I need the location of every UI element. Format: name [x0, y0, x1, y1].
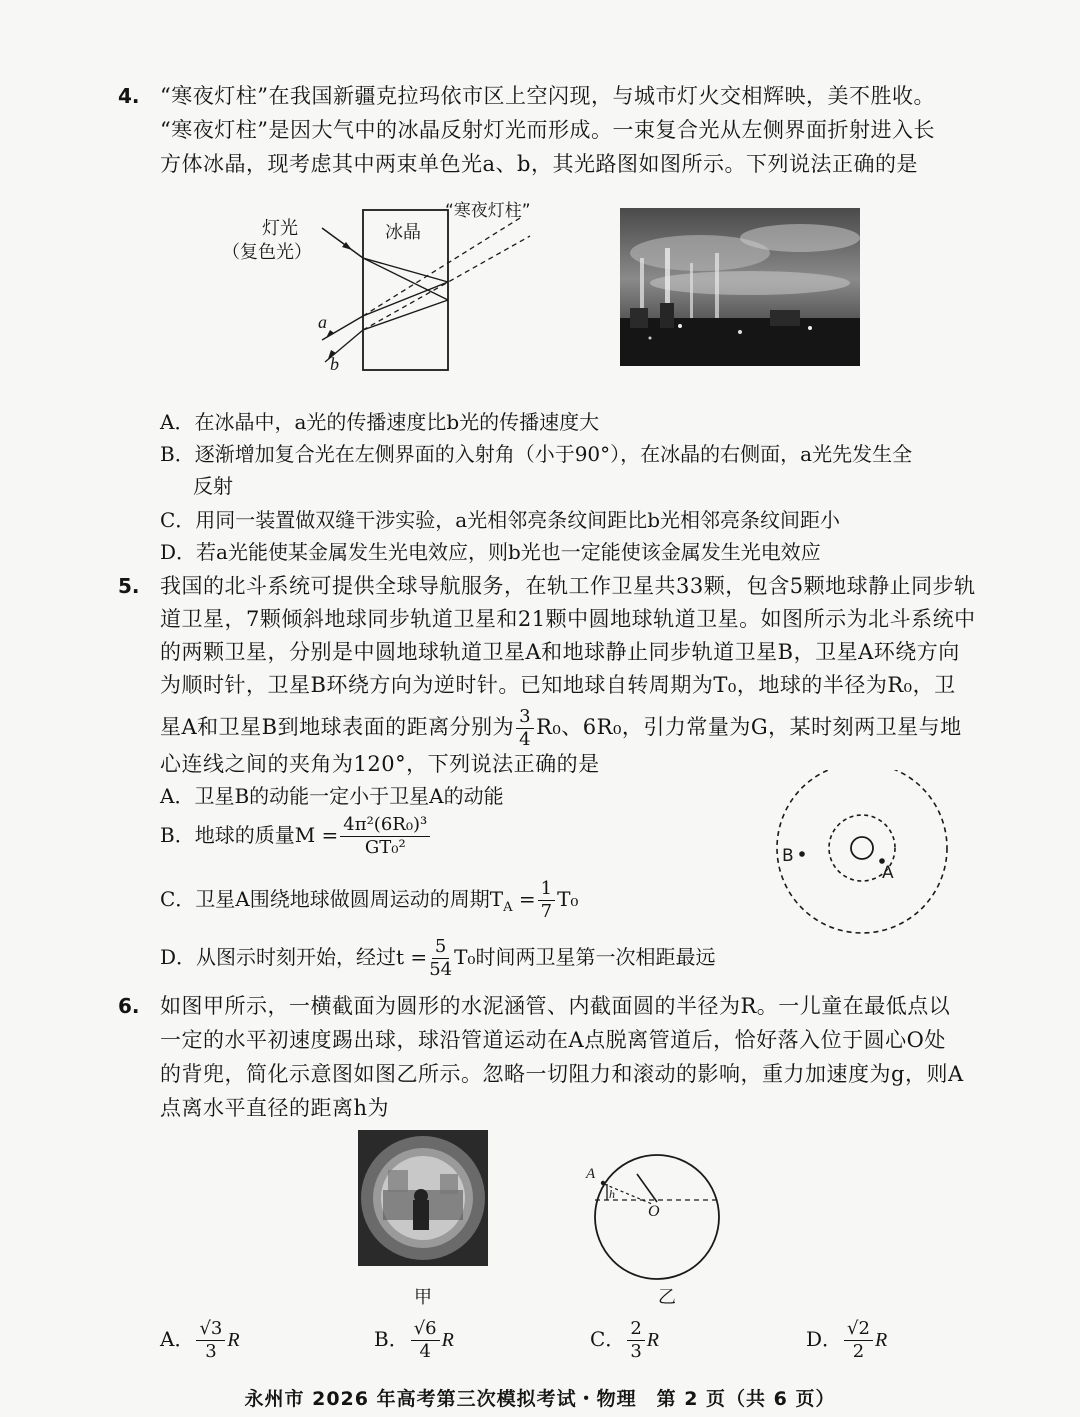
q4-option-c: C．用同一装置做双缝干涉实验，a光相邻亮条纹间距比b光相邻亮条纹间距小 — [160, 508, 841, 532]
q5-option-c-eq: = — [512, 887, 536, 911]
q6-option-b-num: √6 — [411, 1320, 440, 1341]
q6-option-c-letter: C． — [590, 1327, 626, 1351]
q4-line-1: “寒夜灯柱”在我国新疆克拉玛依市区上空闪现，与城市灯火交相辉映，美不胜收。 — [160, 84, 935, 108]
composite-light-label: （复色光） — [222, 242, 312, 263]
q6-option-c-var: R — [646, 1329, 659, 1351]
culvert-photo — [358, 1130, 488, 1266]
q5-line-5-post: R₀、6R₀，引力常量为G，某时刻两卫星与地 — [536, 715, 962, 739]
q5-option-c-num: 1 — [538, 880, 555, 901]
q5-option-d-den: 54 — [429, 959, 453, 980]
q6-line-1: 如图甲所示，一横截面为圆形的水泥涵管、内截面圆的半径为R。一儿童在最低点以 — [160, 994, 951, 1018]
q5-line-5-fraction — [516, 708, 534, 749]
q6-option-d-num: √2 — [844, 1320, 873, 1341]
culvert-cross-section-diagram — [580, 1150, 730, 1285]
cold-night-pillar-photo — [620, 208, 860, 366]
q5-option-c-sub: A — [503, 900, 513, 915]
q4-option-a: A．在冰晶中，a光的传播速度比b光的传播速度大 — [160, 410, 600, 434]
q4-option-b-cont: 反射 — [193, 474, 233, 498]
q6-line-4: 点离水平直径的距离h为 — [160, 1096, 390, 1120]
q4-number: 4. — [118, 84, 140, 108]
q5-option-c — [160, 880, 578, 922]
q5-option-c-den: 7 — [540, 901, 553, 922]
q6-option-b-letter: B． — [374, 1327, 409, 1351]
q5-line-3: 的两颗卫星，分别是中圆地球轨道卫星A和地球静止同步轨道卫星B，卫星A环绕方向 — [160, 640, 960, 664]
ray-b-label: b — [330, 354, 339, 374]
q6-line-2: 一定的水平初速度踢出球，球沿管道运动在A点脱离管道后，恰好落入位于圆心O处 — [160, 1028, 946, 1052]
q5-line-4: 为顺时针，卫星B环绕方向为逆时针。已知地球自转周期为T₀，地球的半径为R₀，卫 — [160, 673, 956, 697]
q5-option-d-num: 5 — [432, 938, 449, 959]
q6-option-a — [160, 1320, 240, 1361]
culvert-photo-image — [358, 1130, 488, 1266]
q5-line-2: 道卫星，7颗倾斜地球同步轨道卫星和21颗中圆地球轨道卫星。如图所示为北斗系统中 — [160, 607, 976, 631]
q6-option-b-den: 4 — [419, 1341, 431, 1362]
cold-night-pillar-label: “寒夜灯柱” — [445, 201, 531, 221]
q6-option-d-var: R — [874, 1329, 888, 1351]
q5-option-d — [160, 938, 715, 979]
q4-option-d: D．若a光能使某金属发生光电效应，则b光也一定能使该金属发生光电效应 — [160, 540, 821, 564]
q6-option-d-fraction — [844, 1320, 873, 1361]
q5-option-b-pre: B．地球的质量M = — [160, 823, 339, 847]
q6-option-d-letter: D． — [806, 1327, 843, 1351]
center-o-label: O — [648, 1203, 660, 1220]
ray-a-label: a — [318, 312, 327, 332]
q6-line-3: 的背兜，简化示意图如图乙所示。忽略一切阻力和滚动的影响，重力加速度为g，则A — [160, 1062, 964, 1086]
page-footer: 永州市 2026 年高考第三次模拟考试・物理 第 2 页（共 6 页） — [244, 1388, 836, 1410]
q5-option-d-post: T₀时间两卫星第一次相距最远 — [454, 945, 716, 969]
satellite-a-label: A — [882, 863, 894, 883]
figure-yi-label: 乙 — [658, 1287, 676, 1308]
satellite-b-dot — [799, 851, 805, 857]
reflected-ray-a — [363, 282, 448, 316]
q4-option-b: B．逐渐增加复合光在左侧界面的入射角（小于90°），在冰晶的右侧面，a光先发生全 — [160, 442, 913, 466]
q5-option-c-post: T₀ — [557, 887, 579, 911]
q5-option-c-fraction — [538, 880, 555, 921]
q5-frac-den: 4 — [519, 729, 532, 750]
q6-number: 6. — [118, 994, 140, 1018]
q5-option-d-pre: D．从图示时刻开始，经过t = — [160, 945, 428, 969]
q5-line-1: 我国的北斗系统可提供全球导航服务，在轨工作卫星共33颗，包含5颗地球静止同步轨 — [160, 574, 976, 598]
q5-option-a: A．卫星B的动能一定小于卫星A的动能 — [160, 784, 504, 808]
ice-crystal-label: 冰晶 — [385, 222, 421, 243]
basket-line — [637, 1174, 657, 1202]
q6-option-a-letter: A． — [160, 1327, 195, 1351]
light-label: 灯光 — [262, 218, 298, 239]
q5-option-c-pre: C．卫星A围绕地球做圆周运动的周期T — [160, 887, 504, 911]
q6-option-b — [374, 1320, 454, 1361]
q6-option-c-num: 2 — [627, 1320, 644, 1341]
q5-option-b-num: 4π²(6R₀)³ — [340, 816, 430, 837]
q6-option-a-fraction — [196, 1320, 225, 1361]
q6-option-a-den: 3 — [205, 1341, 217, 1362]
q6-option-c-fraction — [627, 1320, 644, 1361]
q5-line-6: 心连线之间的夹角为120°，下列说法正确的是 — [160, 752, 600, 776]
q6-option-c — [590, 1320, 659, 1361]
photo-image — [620, 208, 860, 366]
q5-line-5 — [160, 708, 962, 749]
incident-ray — [322, 228, 363, 258]
q5-line-5-pre: 星A和卫星B到地球表面的距离分别为 — [160, 715, 515, 739]
satellite-b-label: B — [782, 846, 794, 866]
q6-option-a-num: √3 — [196, 1320, 225, 1341]
q4-line-3: 方体冰晶，现考虑其中两束单色光a、b，其光路图如图所示。下列说法正确的是 — [160, 152, 918, 176]
q4-line-2: “寒夜灯柱”是因大气中的冰晶反射灯光而形成。一束复合光从左侧界面折射进入长 — [160, 118, 935, 142]
q6-option-b-var: R — [441, 1329, 454, 1351]
q5-option-b-den: GT₀² — [364, 837, 406, 858]
q5-option-b — [160, 816, 432, 857]
earth-circle — [851, 837, 873, 859]
height-h-label: h — [609, 1187, 615, 1201]
q6-option-c-den: 3 — [630, 1341, 642, 1362]
reflected-ray-b — [363, 300, 448, 330]
point-a-label: A — [586, 1166, 596, 1182]
point-a-dot — [601, 1181, 605, 1185]
q6-option-d — [806, 1320, 887, 1361]
q6-option-d-den: 2 — [852, 1341, 865, 1362]
q6-option-a-var: R — [227, 1329, 240, 1351]
q5-number: 5. — [118, 574, 140, 598]
q5-frac-num: 3 — [516, 708, 534, 729]
figure-jia-label: 甲 — [414, 1287, 432, 1308]
q5-option-b-fraction — [340, 816, 430, 857]
q5-option-d-fraction — [429, 938, 452, 979]
satellite-orbit-diagram — [776, 770, 956, 950]
q6-option-b-fraction — [411, 1320, 440, 1361]
